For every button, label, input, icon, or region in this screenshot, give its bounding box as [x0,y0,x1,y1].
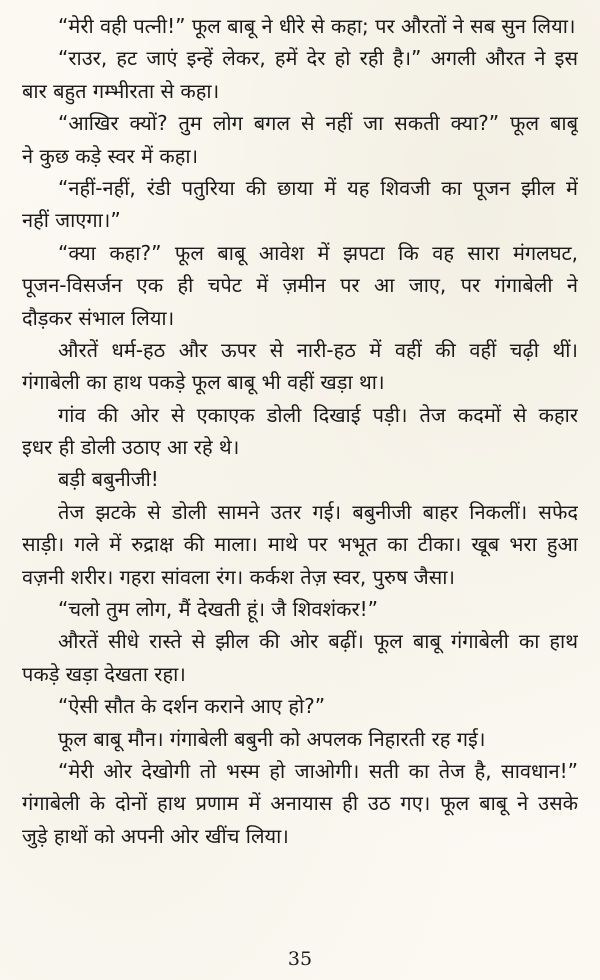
text-line: नहीं जाएगा।” [22,208,121,233]
text-line: औरतें सीधे रास्ते से झील की ओर बढ़ीं। फूल बाबू गंगाबेली का हाथ [58,629,578,654]
text-line: तेज झटके से डोली सामने उतर गई। बबुनीजी बाहर निकलीं। सफेद [58,499,578,524]
text-line: फूल बाबू मौन। गंगाबेली बबुनी को अपलक निहारती रह गई। [58,726,486,751]
text-line: “मेरी ओर देखोगी तो भस्म हो जाओगी। सती का तेज है, सावधान!” [58,758,578,783]
text-line: “क्या कहा?” फूल बाबू आवेश में झपटा कि वह सारा मंगलघट, [58,240,578,265]
text-line: ने कुछ कड़े स्वर में कहा। [22,143,199,168]
text-line: वज़नी शरीर। गहरा सांवला रंग। कर्कश तेज़ स्वर, पुरुष जैसा। [22,564,455,589]
text-line: गांव की ओर से एकाएक डोली दिखाई पड़ी। तेज कदमों से कहार [58,402,578,427]
page-body-text [22,10,578,852]
text-line: बड़ी बबुनीजी! [58,467,159,492]
text-line: “मेरी वही पत्नी!” फूल बाबू ने धीरे से कहा; पर औरतों ने सब सुन लिया। [58,14,576,38]
page-number: 35 [287,948,313,970]
text-line: पकड़े खड़ा देखता रहा। [22,661,186,686]
text-line: इधर ही डोली उठाए आ रहे थे। [22,435,240,460]
text-line: “चलो तुम लोग, मैं देखती हूं। जै शिवशंकर!” [58,597,378,622]
text-line: गंगाबेली का हाथ पकड़े फूल बाबू भी वहीं खड़ा था। [22,370,385,395]
text-line: बार बहुत गम्भीरता से कहा। [22,78,220,103]
text-line: “आखिर क्यों? तुम लोग बगल से नहीं जा सकती क्या?” फूल बाबू [58,111,578,136]
text-line: पूजन-विसर्जन एक ही चपेट में ज़मीन पर आ जाए, पर गंगाबेली ने [22,273,578,298]
text-line: गंगाबेली के दोनों हाथ प्रणाम में अनायास ही उठ गए। फूल बाबू ने उसके [22,791,578,816]
text-line: “ऐसी सौत के दर्शन कराने आए हो?” [58,694,326,719]
text-line: “राउर, हट जाएं इन्हें लेकर, हमें देर हो रही है।” अगली औरत ने इस [58,46,578,71]
text-line: औरतें धर्म-हठ और ऊपर से नारी-हठ में वहीं की वहीं चढ़ी थीं। [58,337,578,362]
text-line: दौड़कर संभाल लिया। [22,305,175,330]
text-line: “नहीं-नहीं, रंडी पतुरिया की छाया में यह शिवजी का पूजन झील में [58,175,578,200]
text-line: साड़ी। गले में रुद्राक्ष की माला। माथे पर भभूत का टीका। खूब भरा हुआ [22,532,578,557]
text-line: जुड़े हाथों को अपनी ओर खींच लिया। [22,823,289,848]
